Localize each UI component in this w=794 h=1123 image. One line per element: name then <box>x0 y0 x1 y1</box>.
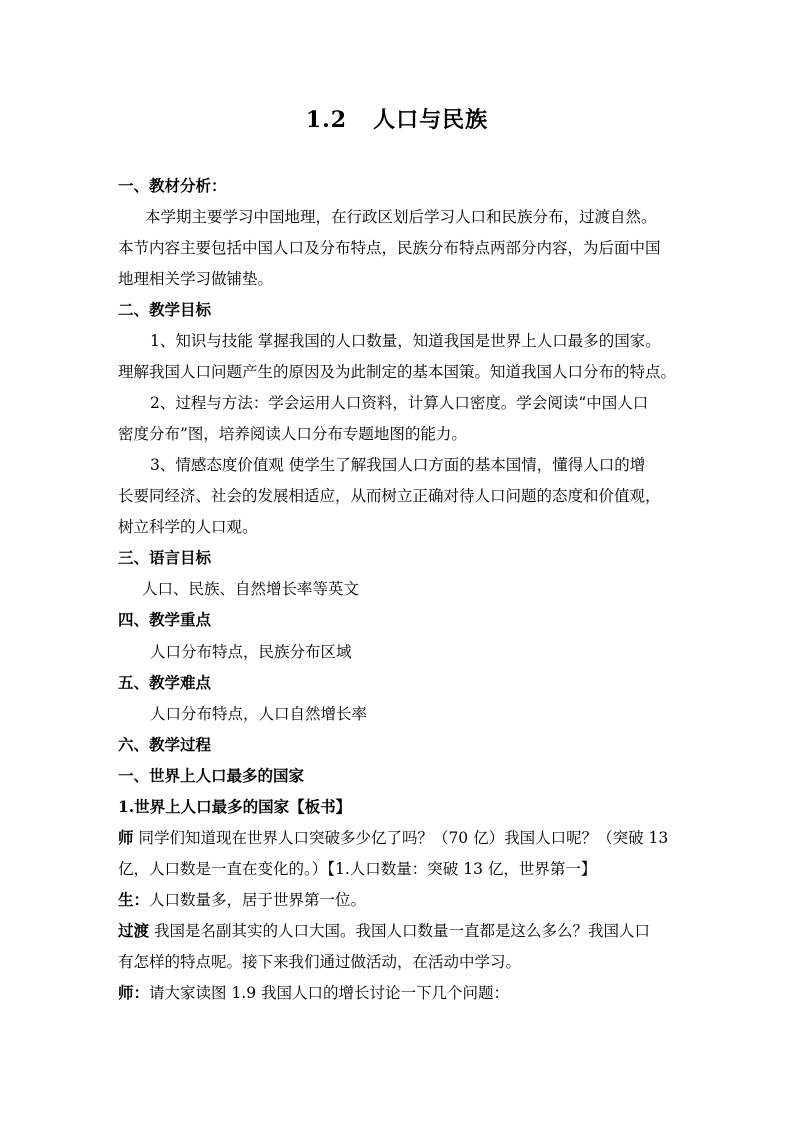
paragraph-line: 密度分布”图，培养阅读人口分布专题地图的能力。 <box>118 425 467 443</box>
paragraph-line: 人口、民族、自然增长率等英文 <box>142 580 360 598</box>
paragraph-line: 人口分布特点，民族分布区域 <box>150 643 352 661</box>
teacher-label: 师 <box>118 828 134 847</box>
paragraph-line: 亿，人口数是一直在变化的。）【1.人口数量：突破 13 亿，世界第一】 <box>118 860 597 878</box>
section-heading-language-goals: 三、语言目标 <box>118 548 212 567</box>
dialogue-line <box>118 890 688 910</box>
paragraph-line: 长要同经济、社会的发展相适应，从而树立正确对待人口问题的态度和价值观， <box>118 487 661 505</box>
dialogue-text: 请大家读图 1.9 我国人口的增长讨论一下几个问题： <box>149 984 510 1002</box>
paragraph-line: 有怎样的特点呢。接下来我们通过做活动，在活动中学习。 <box>118 953 522 971</box>
paragraph-line: 人口分布特点，人口自然增长率 <box>150 705 368 723</box>
transition-label: 过渡 <box>118 921 150 940</box>
paragraph-line: 地理相关学习做铺垫。 <box>118 270 274 288</box>
teacher-label: 师： <box>118 983 150 1002</box>
section-heading-textbook-analysis: 一、教材分析： <box>118 176 227 195</box>
section-heading-key-points: 四、教学重点 <box>118 610 212 629</box>
dialogue-line <box>118 921 688 941</box>
section-heading-difficulties: 五、教学难点 <box>118 673 212 692</box>
title-text: 人口与民族 <box>373 107 489 133</box>
dialogue-text: 同学们知道现在世界人口突破多少亿了吗？（70 亿）我国人口呢？（突破 13 <box>133 829 669 847</box>
paragraph-line: 树立科学的人口观。 <box>118 518 258 536</box>
dialogue-line <box>118 983 688 1003</box>
paragraph-line: 本学期主要学习中国地理，在行政区划后学习人口和民族分布，过渡自然。 <box>145 208 657 226</box>
section-heading-teaching-goals: 二、教学目标 <box>118 300 212 319</box>
dialogue-text: 我国是名副其实的人口大国。我国人口数量一直都是这么多么？我国人口 <box>149 922 650 940</box>
section-heading-teaching-process: 六、教学过程 <box>118 735 212 754</box>
page-title <box>0 103 794 134</box>
subsection-heading: 1.世界上人口最多的国家【板书】 <box>118 797 352 816</box>
paragraph-line: 3、情感态度价值观 使学生了解我国人口方面的基本国情，懂得人口的增 <box>150 456 646 474</box>
paragraph-line: 理解我国人口问题产生的原因及为此制定的基本国策。知道我国人口分布的特点。 <box>118 363 677 381</box>
dialogue-line <box>118 828 688 848</box>
dialogue-text: 人口数量多，居于世界第一位。 <box>149 891 367 909</box>
subsection-heading: 一、世界上人口最多的国家 <box>118 766 305 785</box>
paragraph-line: 本节内容主要包括中国人口及分布特点，民族分布特点两部分内容，为后面中国 <box>118 239 661 257</box>
paragraph-line: 2、过程与方法：学会运用人口资料，计算人口密度。学会阅读“中国人口 <box>150 394 649 412</box>
student-label: 生： <box>118 890 150 909</box>
paragraph-line: 1、知识与技能 掌握我国的人口数量，知道我国是世界上人口最多的国家。 <box>150 332 661 350</box>
title-number: 1.2 <box>305 107 348 133</box>
